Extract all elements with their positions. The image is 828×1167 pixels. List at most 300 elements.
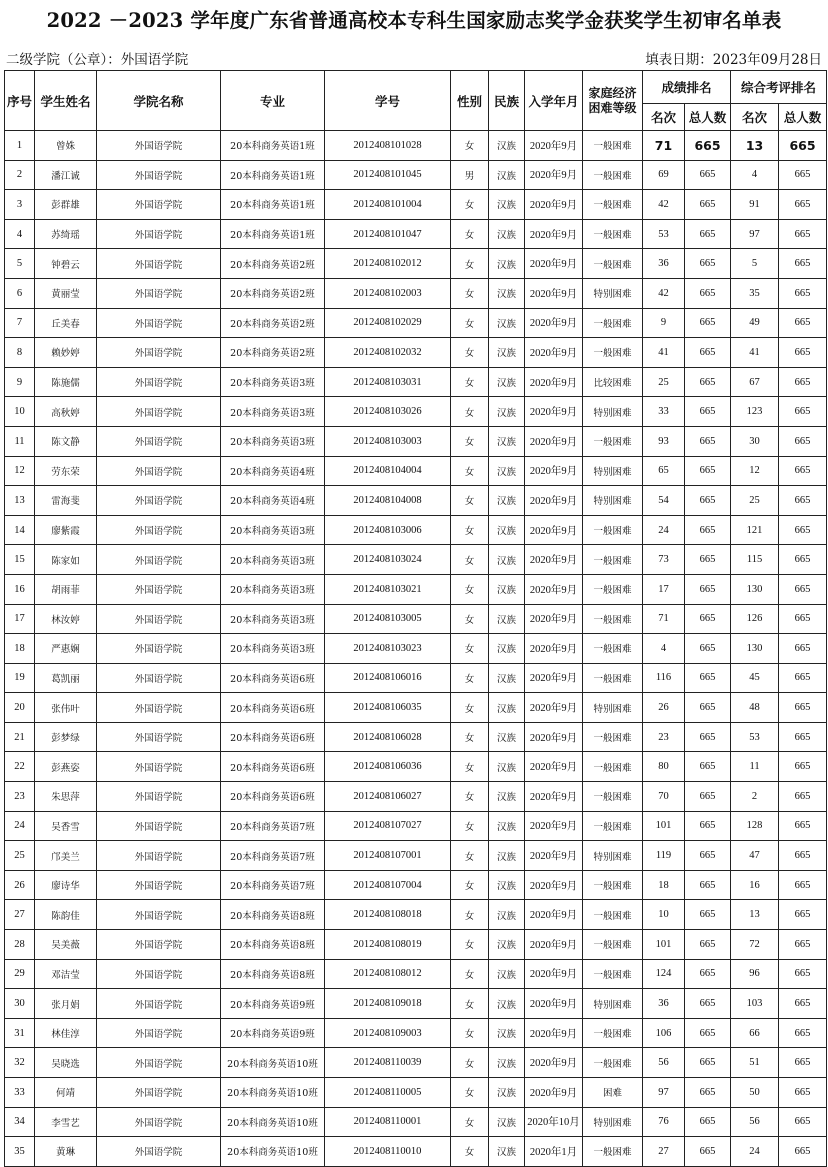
cell-enroll-date: 2020年9月	[525, 426, 583, 456]
cell-student-id: 2012408110010	[325, 1137, 451, 1167]
cell-student-id: 2012408103024	[325, 545, 451, 575]
cell-grade-total: 665	[685, 634, 731, 664]
cell-grade-total: 665	[685, 456, 731, 486]
cell-hardship-level: 一般困难	[583, 1048, 643, 1078]
cell-student-name: 严惠娴	[35, 634, 97, 664]
table-row	[5, 900, 827, 930]
cell-grade-rank: 10	[643, 900, 685, 930]
cell-grade-rank: 18	[643, 870, 685, 900]
table-row	[5, 782, 827, 812]
cell-overall-total: 665	[779, 959, 827, 989]
cell-grade-rank: 25	[643, 367, 685, 397]
cell-college-name: 外国语学院	[97, 1048, 221, 1078]
cell-overall-total: 665	[779, 693, 827, 723]
cell-enroll-date: 2020年9月	[525, 752, 583, 782]
table-row	[5, 1018, 827, 1048]
cell-overall-total: 665	[779, 930, 827, 960]
cell-gender: 男	[451, 160, 489, 190]
cell-row-index: 8	[5, 338, 35, 368]
cell-major: 20本科商务英语1班	[221, 219, 325, 249]
cell-student-name: 潘江诚	[35, 160, 97, 190]
cell-major: 20本科商务英语7班	[221, 811, 325, 841]
cell-major: 20本科商务英语7班	[221, 841, 325, 871]
cell-gender: 女	[451, 278, 489, 308]
cell-row-index: 24	[5, 811, 35, 841]
cell-college-name: 外国语学院	[97, 486, 221, 516]
cell-college-name: 外国语学院	[97, 338, 221, 368]
cell-major: 20本科商务英语10班	[221, 1078, 325, 1108]
table-row	[5, 811, 827, 841]
cell-grade-rank: 17	[643, 574, 685, 604]
cell-student-name: 吴晓选	[35, 1048, 97, 1078]
cell-row-index: 4	[5, 219, 35, 249]
cell-overall-total: 665	[779, 515, 827, 545]
cell-student-name: 陈文静	[35, 426, 97, 456]
cell-overall-rank: 45	[731, 663, 779, 693]
cell-grade-rank: 101	[643, 930, 685, 960]
table-row	[5, 693, 827, 723]
cell-hardship-level: 一般困难	[583, 160, 643, 190]
cell-enroll-date: 2020年9月	[525, 989, 583, 1019]
cell-enroll-date: 2020年9月	[525, 959, 583, 989]
cell-gender: 女	[451, 1078, 489, 1108]
cell-grade-total: 665	[685, 397, 731, 427]
header-student-name: 学生姓名	[35, 71, 97, 131]
cell-hardship-level: 特别困难	[583, 841, 643, 871]
cell-overall-total: 665	[779, 574, 827, 604]
cell-overall-total: 665	[779, 456, 827, 486]
cell-gender: 女	[451, 841, 489, 871]
cell-overall-total: 665	[779, 249, 827, 279]
cell-row-index: 20	[5, 693, 35, 723]
cell-student-name: 葛凯丽	[35, 663, 97, 693]
cell-enroll-date: 2020年9月	[525, 1078, 583, 1108]
cell-enroll-date: 2020年9月	[525, 870, 583, 900]
cell-college-name: 外国语学院	[97, 989, 221, 1019]
table-row	[5, 604, 827, 634]
cell-student-id: 2012408109018	[325, 989, 451, 1019]
cell-grade-rank: 56	[643, 1048, 685, 1078]
cell-ethnicity: 汉族	[489, 219, 525, 249]
cell-college-name: 外国语学院	[97, 219, 221, 249]
cell-college-name: 外国语学院	[97, 278, 221, 308]
table-row	[5, 249, 827, 279]
cell-overall-rank: 12	[731, 456, 779, 486]
cell-grade-total: 665	[685, 782, 731, 812]
table-row	[5, 1107, 827, 1137]
cell-major: 20本科商务英语6班	[221, 663, 325, 693]
cell-hardship-level: 一般困难	[583, 219, 643, 249]
cell-major: 20本科商务英语6班	[221, 722, 325, 752]
cell-grade-rank: 42	[643, 278, 685, 308]
cell-ethnicity: 汉族	[489, 131, 525, 161]
cell-ethnicity: 汉族	[489, 1078, 525, 1108]
cell-ethnicity: 汉族	[489, 900, 525, 930]
cell-row-index: 31	[5, 1018, 35, 1048]
cell-overall-rank: 30	[731, 426, 779, 456]
cell-overall-rank: 13	[731, 900, 779, 930]
cell-enroll-date: 2020年9月	[525, 308, 583, 338]
cell-student-id: 2012408110039	[325, 1048, 451, 1078]
cell-student-id: 2012408106027	[325, 782, 451, 812]
cell-major: 20本科商务英语3班	[221, 604, 325, 634]
cell-ethnicity: 汉族	[489, 278, 525, 308]
cell-overall-total: 665	[779, 160, 827, 190]
cell-major: 20本科商务英语9班	[221, 1018, 325, 1048]
cell-student-id: 2012408108019	[325, 930, 451, 960]
cell-gender: 女	[451, 959, 489, 989]
cell-gender: 女	[451, 870, 489, 900]
cell-grade-rank: 4	[643, 634, 685, 664]
cell-overall-total: 665	[779, 782, 827, 812]
cell-grade-total: 665	[685, 160, 731, 190]
cell-major: 20本科商务英语3班	[221, 545, 325, 575]
cell-hardship-level: 一般困难	[583, 663, 643, 693]
cell-ethnicity: 汉族	[489, 870, 525, 900]
cell-hardship-level: 一般困难	[583, 811, 643, 841]
cell-grade-rank: 23	[643, 722, 685, 752]
cell-grade-rank: 24	[643, 515, 685, 545]
cell-gender: 女	[451, 604, 489, 634]
cell-hardship-level: 一般困难	[583, 900, 643, 930]
cell-grade-total: 665	[685, 1018, 731, 1048]
cell-ethnicity: 汉族	[489, 722, 525, 752]
cell-grade-total: 665	[685, 426, 731, 456]
cell-hardship-level: 一般困难	[583, 782, 643, 812]
cell-ethnicity: 汉族	[489, 426, 525, 456]
table-row	[5, 131, 827, 161]
cell-college-name: 外国语学院	[97, 131, 221, 161]
table-row	[5, 1048, 827, 1078]
cell-grade-total: 665	[685, 900, 731, 930]
cell-overall-total: 665	[779, 989, 827, 1019]
cell-overall-rank: 56	[731, 1107, 779, 1137]
cell-major: 20本科商务英语3班	[221, 515, 325, 545]
cell-overall-total: 665	[779, 397, 827, 427]
cell-major: 20本科商务英语8班	[221, 930, 325, 960]
cell-college-name: 外国语学院	[97, 752, 221, 782]
cell-hardship-level: 一般困难	[583, 1018, 643, 1048]
table-row	[5, 870, 827, 900]
cell-student-name: 吴香雪	[35, 811, 97, 841]
cell-row-index: 11	[5, 426, 35, 456]
cell-hardship-level: 一般困难	[583, 634, 643, 664]
table-row	[5, 367, 827, 397]
cell-overall-rank: 67	[731, 367, 779, 397]
cell-hardship-level: 特别困难	[583, 278, 643, 308]
cell-grade-total: 665	[685, 190, 731, 220]
cell-overall-total: 665	[779, 367, 827, 397]
cell-hardship-level: 比较困难	[583, 367, 643, 397]
cell-student-name: 钟碧云	[35, 249, 97, 279]
header-index: 序号	[5, 71, 35, 131]
table-row	[5, 515, 827, 545]
table-row	[5, 160, 827, 190]
cell-college-name: 外国语学院	[97, 367, 221, 397]
table-row	[5, 663, 827, 693]
cell-grade-rank: 69	[643, 160, 685, 190]
cell-ethnicity: 汉族	[489, 1048, 525, 1078]
cell-overall-rank: 103	[731, 989, 779, 1019]
cell-overall-rank: 123	[731, 397, 779, 427]
cell-hardship-level: 特别困难	[583, 693, 643, 723]
cell-row-index: 29	[5, 959, 35, 989]
cell-college-name: 外国语学院	[97, 604, 221, 634]
cell-student-id: 2012408107004	[325, 870, 451, 900]
cell-gender: 女	[451, 515, 489, 545]
cell-student-name: 李雪艺	[35, 1107, 97, 1137]
cell-grade-total: 665	[685, 515, 731, 545]
cell-grade-rank: 41	[643, 338, 685, 368]
cell-overall-total: 665	[779, 604, 827, 634]
cell-ethnicity: 汉族	[489, 841, 525, 871]
cell-overall-total: 665	[779, 634, 827, 664]
award-candidate-table	[4, 70, 827, 1167]
cell-grade-rank: 71	[643, 131, 685, 161]
cell-ethnicity: 汉族	[489, 1107, 525, 1137]
cell-grade-total: 665	[685, 1078, 731, 1108]
cell-grade-rank: 53	[643, 219, 685, 249]
cell-grade-total: 665	[685, 249, 731, 279]
cell-grade-total: 665	[685, 367, 731, 397]
cell-overall-total: 665	[779, 1137, 827, 1167]
cell-overall-rank: 51	[731, 1048, 779, 1078]
cell-major: 20本科商务英语2班	[221, 278, 325, 308]
cell-ethnicity: 汉族	[489, 811, 525, 841]
cell-overall-rank: 50	[731, 1078, 779, 1108]
cell-overall-total: 665	[779, 486, 827, 516]
cell-overall-rank: 130	[731, 634, 779, 664]
cell-gender: 女	[451, 663, 489, 693]
cell-overall-rank: 121	[731, 515, 779, 545]
cell-row-index: 18	[5, 634, 35, 664]
cell-college-name: 外国语学院	[97, 397, 221, 427]
table-row	[5, 545, 827, 575]
cell-enroll-date: 2020年9月	[525, 604, 583, 634]
cell-college-name: 外国语学院	[97, 1078, 221, 1108]
cell-gender: 女	[451, 634, 489, 664]
cell-ethnicity: 汉族	[489, 515, 525, 545]
cell-student-id: 2012408108018	[325, 900, 451, 930]
cell-overall-rank: 49	[731, 308, 779, 338]
cell-student-id: 2012408106035	[325, 693, 451, 723]
cell-major: 20本科商务英语4班	[221, 486, 325, 516]
cell-major: 20本科商务英语10班	[221, 1048, 325, 1078]
cell-college-name: 外国语学院	[97, 900, 221, 930]
cell-gender: 女	[451, 486, 489, 516]
cell-ethnicity: 汉族	[489, 160, 525, 190]
cell-college-name: 外国语学院	[97, 693, 221, 723]
cell-student-name: 彭群雄	[35, 190, 97, 220]
cell-enroll-date: 2020年9月	[525, 545, 583, 575]
cell-overall-rank: 5	[731, 249, 779, 279]
cell-overall-total: 665	[779, 870, 827, 900]
cell-hardship-level: 一般困难	[583, 338, 643, 368]
cell-gender: 女	[451, 1018, 489, 1048]
cell-student-name: 赖妙婷	[35, 338, 97, 368]
cell-row-index: 34	[5, 1107, 35, 1137]
cell-student-name: 廖诗华	[35, 870, 97, 900]
cell-row-index: 7	[5, 308, 35, 338]
cell-gender: 女	[451, 219, 489, 249]
cell-row-index: 2	[5, 160, 35, 190]
cell-gender: 女	[451, 722, 489, 752]
cell-row-index: 32	[5, 1048, 35, 1078]
cell-student-id: 2012408103005	[325, 604, 451, 634]
cell-major: 20本科商务英语1班	[221, 131, 325, 161]
cell-grade-rank: 80	[643, 752, 685, 782]
table-row	[5, 841, 827, 871]
table-row	[5, 752, 827, 782]
cell-grade-rank: 54	[643, 486, 685, 516]
cell-grade-total: 665	[685, 574, 731, 604]
cell-overall-total: 665	[779, 426, 827, 456]
cell-hardship-level: 一般困难	[583, 752, 643, 782]
table-row	[5, 219, 827, 249]
cell-student-name: 雷海斐	[35, 486, 97, 516]
cell-gender: 女	[451, 1137, 489, 1167]
cell-overall-rank: 13	[731, 131, 779, 161]
cell-student-id: 2012408106036	[325, 752, 451, 782]
cell-student-id: 2012408101004	[325, 190, 451, 220]
cell-student-name: 丘美春	[35, 308, 97, 338]
cell-gender: 女	[451, 811, 489, 841]
cell-student-name: 彭燕姿	[35, 752, 97, 782]
cell-gender: 女	[451, 574, 489, 604]
cell-gender: 女	[451, 1048, 489, 1078]
cell-enroll-date: 2020年9月	[525, 367, 583, 397]
cell-gender: 女	[451, 693, 489, 723]
cell-row-index: 27	[5, 900, 35, 930]
cell-row-index: 13	[5, 486, 35, 516]
cell-enroll-date: 2020年9月	[525, 456, 583, 486]
cell-gender: 女	[451, 456, 489, 486]
header-overall-rank-position: 名次	[731, 104, 779, 131]
cell-grade-total: 665	[685, 1137, 731, 1167]
header-major: 专业	[221, 71, 325, 131]
cell-row-index: 1	[5, 131, 35, 161]
cell-enroll-date: 2020年9月	[525, 1018, 583, 1048]
cell-enroll-date: 2020年9月	[525, 722, 583, 752]
table-row	[5, 959, 827, 989]
cell-overall-rank: 48	[731, 693, 779, 723]
cell-student-name: 邓洁莹	[35, 959, 97, 989]
cell-college-name: 外国语学院	[97, 1018, 221, 1048]
cell-ethnicity: 汉族	[489, 574, 525, 604]
cell-major: 20本科商务英语3班	[221, 426, 325, 456]
cell-ethnicity: 汉族	[489, 782, 525, 812]
table-row	[5, 1137, 827, 1167]
cell-gender: 女	[451, 545, 489, 575]
cell-student-id: 2012408103021	[325, 574, 451, 604]
cell-grade-rank: 71	[643, 604, 685, 634]
cell-major: 20本科商务英语3班	[221, 634, 325, 664]
cell-row-index: 23	[5, 782, 35, 812]
cell-grade-rank: 119	[643, 841, 685, 871]
cell-overall-total: 665	[779, 1048, 827, 1078]
cell-row-index: 19	[5, 663, 35, 693]
cell-student-id: 2012408107027	[325, 811, 451, 841]
cell-student-name: 张月娟	[35, 989, 97, 1019]
table-row	[5, 930, 827, 960]
cell-grade-total: 665	[685, 278, 731, 308]
cell-grade-total: 665	[685, 811, 731, 841]
header-gender: 性别	[451, 71, 489, 131]
cell-overall-total: 665	[779, 722, 827, 752]
cell-ethnicity: 汉族	[489, 486, 525, 516]
cell-hardship-level: 困难	[583, 1078, 643, 1108]
cell-gender: 女	[451, 930, 489, 960]
cell-overall-rank: 35	[731, 278, 779, 308]
cell-college-name: 外国语学院	[97, 190, 221, 220]
table-row	[5, 989, 827, 1019]
cell-overall-rank: 16	[731, 870, 779, 900]
cell-grade-rank: 124	[643, 959, 685, 989]
cell-enroll-date: 2020年9月	[525, 811, 583, 841]
cell-grade-total: 665	[685, 722, 731, 752]
cell-enroll-date: 2020年9月	[525, 574, 583, 604]
cell-gender: 女	[451, 989, 489, 1019]
cell-student-name: 彭梦绿	[35, 722, 97, 752]
cell-ethnicity: 汉族	[489, 989, 525, 1019]
cell-major: 20本科商务英语7班	[221, 870, 325, 900]
cell-student-name: 陈家如	[35, 545, 97, 575]
cell-grade-total: 665	[685, 308, 731, 338]
table-row	[5, 722, 827, 752]
cell-college-name: 外国语学院	[97, 841, 221, 871]
cell-ethnicity: 汉族	[489, 634, 525, 664]
cell-major: 20本科商务英语3班	[221, 397, 325, 427]
cell-student-id: 2012408103006	[325, 515, 451, 545]
cell-hardship-level: 一般困难	[583, 604, 643, 634]
cell-major: 20本科商务英语6班	[221, 752, 325, 782]
cell-student-id: 2012408102003	[325, 278, 451, 308]
cell-student-id: 2012408101047	[325, 219, 451, 249]
cell-overall-rank: 41	[731, 338, 779, 368]
cell-row-index: 22	[5, 752, 35, 782]
cell-student-id: 2012408109003	[325, 1018, 451, 1048]
cell-college-name: 外国语学院	[97, 782, 221, 812]
cell-enroll-date: 2020年9月	[525, 278, 583, 308]
cell-grade-rank: 42	[643, 190, 685, 220]
cell-ethnicity: 汉族	[489, 752, 525, 782]
cell-hardship-level: 一般困难	[583, 722, 643, 752]
header-ethnicity: 民族	[489, 71, 525, 131]
cell-student-id: 2012408110001	[325, 1107, 451, 1137]
cell-major: 20本科商务英语2班	[221, 308, 325, 338]
table-body	[5, 131, 827, 1167]
cell-enroll-date: 2020年9月	[525, 930, 583, 960]
cell-college-name: 外国语学院	[97, 663, 221, 693]
header-overall-rank-total: 总人数	[779, 104, 827, 131]
cell-gender: 女	[451, 131, 489, 161]
cell-grade-total: 665	[685, 930, 731, 960]
cell-hardship-level: 特别困难	[583, 397, 643, 427]
cell-grade-total: 665	[685, 693, 731, 723]
cell-college-name: 外国语学院	[97, 930, 221, 960]
cell-grade-rank: 73	[643, 545, 685, 575]
cell-enroll-date: 2020年9月	[525, 841, 583, 871]
header-grade-rank: 成绩排名	[643, 71, 731, 104]
cell-college-name: 外国语学院	[97, 249, 221, 279]
cell-student-id: 2012408108012	[325, 959, 451, 989]
cell-enroll-date: 2020年9月	[525, 160, 583, 190]
cell-student-name: 黄琳	[35, 1137, 97, 1167]
cell-ethnicity: 汉族	[489, 693, 525, 723]
cell-student-id: 2012408103026	[325, 397, 451, 427]
cell-hardship-level: 一般困难	[583, 308, 643, 338]
cell-enroll-date: 2020年9月	[525, 900, 583, 930]
